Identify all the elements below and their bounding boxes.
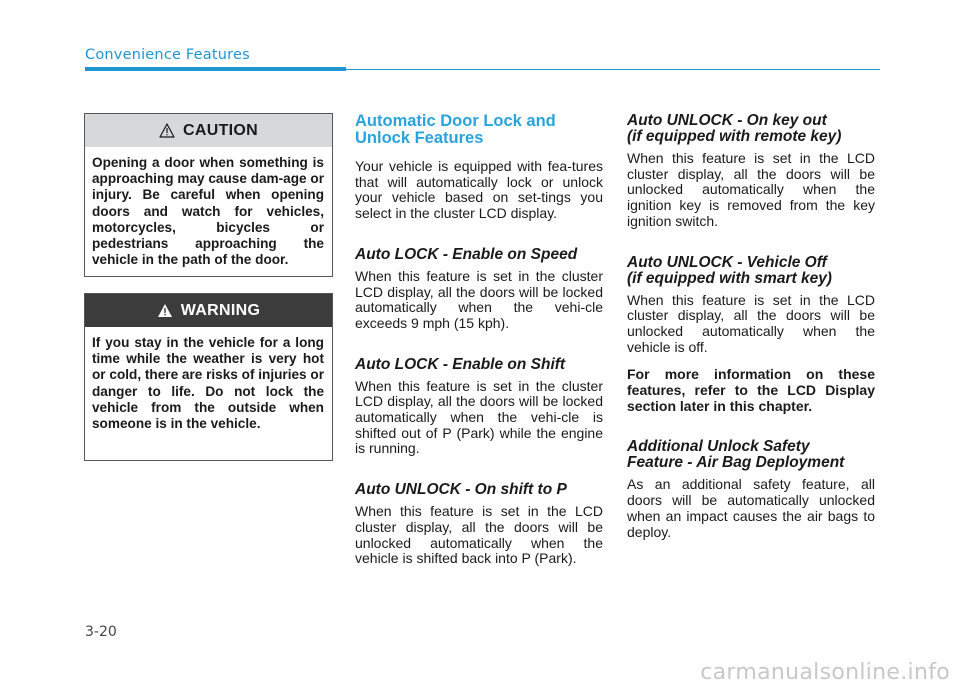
paragraph-lock-speed: When this feature is set in the cluster LCD display, all the doors will be locked automatically when the vehi-cle exceeds 9 mph (15 kph). <box>355 267 603 331</box>
subheading-unlock-vehicle-off <box>627 255 875 287</box>
caution-box <box>84 113 333 277</box>
warning-text: If you stay in the vehicle for a long time while the weather is very hot or cold, there are risks of injuries or danger to life. Do not lock the vehicle from the outside when someone is in the vehicle. <box>92 335 324 432</box>
subheading-unlock-vehicle-off-line2: (if equipped with smart key) <box>627 269 832 287</box>
section-title: Convenience Features <box>85 47 250 63</box>
subheading-airbag-unlock-line2: Feature - Air Bag Deployment <box>627 454 845 472</box>
caution-triangle-icon <box>159 123 175 138</box>
subheading-airbag-unlock <box>627 439 875 471</box>
caution-header <box>85 114 332 147</box>
paragraph-lock-shift: When this feature is set in the cluster LCD display, all the doors will be locked automatically when the vehi-cle is shifted out of P (Park) while the engine is running. <box>355 377 603 457</box>
subheading-unlock-vehicle-off-line1: Auto UNLOCK - Vehicle Off <box>627 253 827 271</box>
column-right <box>627 113 875 540</box>
paragraph-airbag-unlock: As an additional safety feature, all doors will be automatically unlocked when an impact causes the air bags to deploy. <box>627 476 875 540</box>
subheading-unlock-key-out-line1: Auto UNLOCK - On key out <box>627 112 827 129</box>
column-middle <box>355 113 603 567</box>
caution-label: CAUTION <box>183 121 258 139</box>
subheading-unlock-key-out <box>627 113 875 145</box>
subheading-lock-shift: Auto LOCK - Enable on Shift <box>355 355 566 373</box>
watermark: carmanualsonline.info <box>700 660 950 685</box>
header-rule-thin <box>346 69 880 71</box>
page-number: 3-20 <box>85 624 117 640</box>
warning-triangle-icon <box>157 303 173 318</box>
paragraph-unlock-vehicle-off: When this feature is set in the LCD cluster display, all the doors will be unlocked automatically when the vehicle is off. <box>627 291 875 355</box>
caution-text: Opening a door when something is approaching may cause dam-age or injury. Be careful when opening doors and watch for vehicles, motorcycles, bicycles or pedestrians approaching the vehicle in the path of the door. <box>92 155 324 268</box>
intro-paragraph: Your vehicle is equipped with fea-tures that will automatically lock or unlock your vehicle based on set-tings you select in the cluster LCD display. <box>355 158 603 222</box>
paragraph-more-info: For more information on these features, refer to the LCD Display section later in this chapter. <box>627 366 875 414</box>
paragraph-unlock-park: When this feature is set in the LCD cluster display, all the doors will be unlocked automatically when the vehicle is shifted back into P (Park). <box>355 503 603 567</box>
subheading-unlock-key-out-line2: (if equipped with remote key) <box>627 128 842 145</box>
warning-header <box>85 294 332 327</box>
subheading-airbag-unlock-line1: Additional Unlock Safety <box>627 438 810 456</box>
warning-box <box>84 293 333 461</box>
header-rule-thick <box>85 67 346 71</box>
subheading-lock-speed: Auto LOCK - Enable on Speed <box>355 245 578 263</box>
paragraph-unlock-key-out: When this feature is set in the LCD cluster display, all the doors will be unlocked automatically when the ignition key is removed from the key ignition switch. <box>627 150 875 229</box>
subheading-unlock-park: Auto UNLOCK - On shift to P <box>355 481 567 499</box>
main-heading: Automatic Door Lock and Unlock Features <box>355 112 556 147</box>
warning-label: WARNING <box>180 301 261 319</box>
